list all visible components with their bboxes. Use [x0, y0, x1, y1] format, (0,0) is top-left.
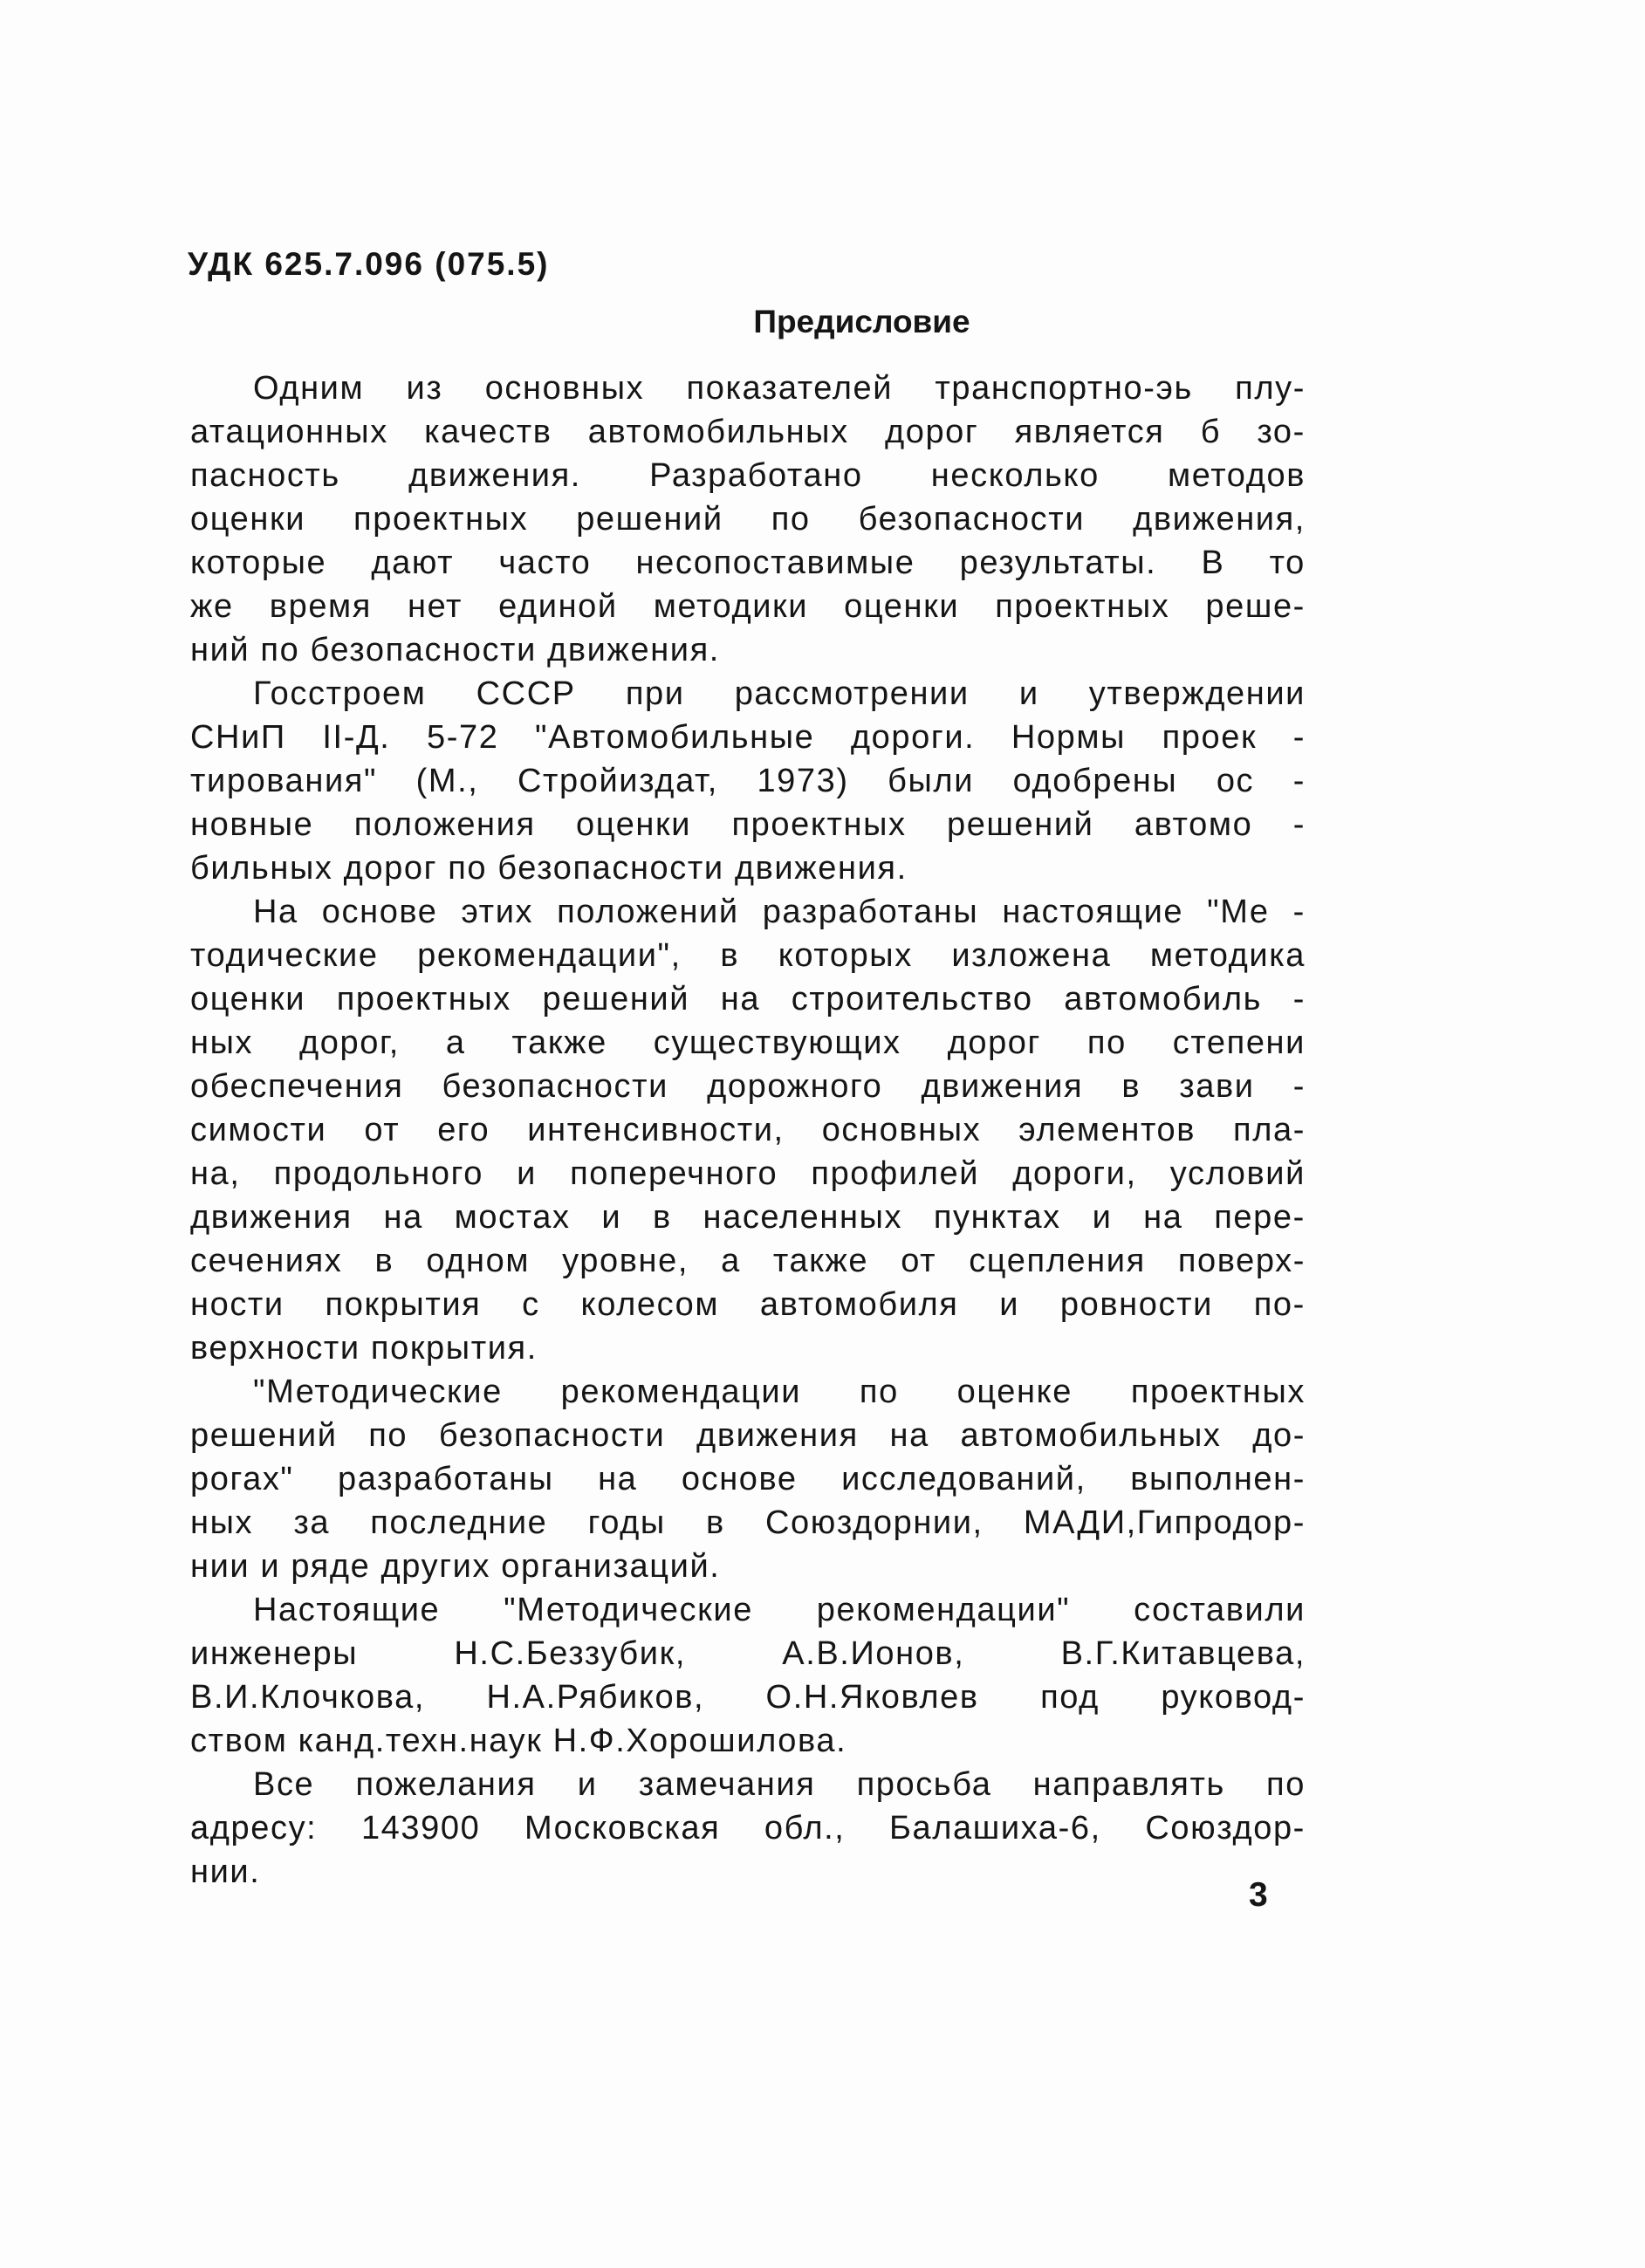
word: МАДИ,Гипродор- [1023, 1504, 1306, 1541]
paragraph-1 [190, 367, 1306, 672]
text-line [190, 977, 1306, 1021]
word: сцепления [969, 1243, 1146, 1279]
word: утверждении [1088, 675, 1306, 712]
word: СНиП [190, 719, 286, 756]
word: - [1292, 1068, 1306, 1105]
word: - [1292, 894, 1306, 930]
text-line [190, 1021, 1306, 1065]
text-line [190, 803, 1306, 846]
word: пунктах [933, 1199, 1061, 1236]
word: дорог [947, 1024, 1041, 1061]
word: тодические [190, 937, 379, 974]
word: проектных [353, 501, 529, 538]
word: А.В.Ионов, [782, 1635, 965, 1672]
word: поверх- [1177, 1243, 1306, 1279]
text-line [190, 410, 1306, 454]
text-line: нии и ряде других организаций. [190, 1548, 721, 1585]
word: Одним [253, 370, 365, 407]
word: покрытия [325, 1286, 482, 1323]
text-line [190, 541, 1306, 585]
word: разработаны [338, 1461, 554, 1497]
word: зо- [1257, 414, 1306, 450]
word: исследований, [841, 1461, 1086, 1497]
word: О.Н.Яковлев [765, 1679, 979, 1716]
word: и [601, 1199, 622, 1236]
text-line [190, 1370, 1306, 1414]
text-line [190, 367, 1306, 410]
word: проектных [731, 806, 907, 843]
word: тирования" [190, 763, 378, 799]
word: движения [696, 1417, 859, 1454]
word: инженеры [190, 1635, 359, 1672]
word: ности [190, 1286, 284, 1323]
paragraph-2 [190, 672, 1306, 890]
word: от [901, 1243, 937, 1279]
text-line: ством канд.техн.наук Н.Ф.Хорошилова. [190, 1723, 847, 1759]
word: ос [1216, 763, 1255, 799]
text-line [190, 890, 1306, 934]
page-number: 3 [1249, 1876, 1268, 1914]
word: разработаны [762, 894, 979, 930]
word: настоящие [1002, 894, 1184, 930]
word: которые [190, 545, 327, 581]
word: Московская [524, 1810, 721, 1847]
word: 143900 [360, 1810, 481, 1847]
word: на [720, 981, 761, 1018]
word: были [888, 763, 975, 799]
word: одном [426, 1243, 531, 1279]
word: условий [1169, 1155, 1306, 1192]
word: Разработано [649, 457, 863, 494]
word: - [1292, 719, 1306, 756]
word: несколько [930, 457, 1100, 494]
word: Нормы [1011, 719, 1127, 756]
word: по [368, 1417, 408, 1454]
word: дорожного [707, 1068, 883, 1105]
word: новные [190, 806, 314, 843]
word: до- [1252, 1417, 1306, 1454]
word: элементов [1018, 1112, 1196, 1148]
page-heading: Предисловие [753, 304, 970, 339]
word: автомобиль [1064, 981, 1263, 1018]
text-line [190, 672, 1306, 716]
word: сечениях [190, 1243, 343, 1279]
word: и [577, 1766, 598, 1803]
word: 5-72 [426, 719, 499, 756]
word: безопасности [858, 501, 1086, 538]
word: В.Г.Китавцева, [1060, 1635, 1306, 1672]
word: по [1086, 1024, 1127, 1061]
word: показателей [686, 370, 894, 407]
word: проек [1162, 719, 1258, 756]
udk-code: УДК 625.7.096 (075.5) [188, 246, 550, 282]
word: положения [353, 806, 536, 843]
word: качеств [424, 414, 552, 450]
text-line [190, 1457, 1306, 1501]
word: и [1018, 675, 1039, 712]
word: дороги. [850, 719, 976, 756]
paragraph-3 [190, 890, 1306, 1370]
text-line [190, 1283, 1306, 1326]
text-line [190, 1501, 1306, 1545]
word: реше- [1205, 588, 1306, 625]
word: автомобильных [960, 1417, 1222, 1454]
word: решений [946, 806, 1094, 843]
word: зави [1179, 1068, 1255, 1105]
word: продольного [273, 1155, 483, 1192]
word: методов [1168, 457, 1306, 494]
preface-body [190, 367, 1306, 1894]
word: колесом [580, 1286, 720, 1323]
word: под [1040, 1679, 1100, 1716]
text-line [190, 497, 1306, 541]
word: единой [498, 588, 618, 625]
word: основных [484, 370, 645, 407]
word: рекомендации", [417, 937, 682, 974]
word: проектных [995, 588, 1170, 625]
word: Госстроем [253, 675, 427, 712]
word: на [1143, 1199, 1183, 1236]
word: проектных [1130, 1374, 1306, 1410]
word: "Автомобильные [535, 719, 815, 756]
word: то [1269, 545, 1306, 581]
word: а [721, 1243, 741, 1279]
word: просьба [856, 1766, 992, 1803]
word: замечания [638, 1766, 816, 1803]
text-line [190, 1108, 1306, 1152]
word: изложена [951, 937, 1112, 974]
word: дороги, [1012, 1155, 1137, 1192]
paragraph-5 [190, 1588, 1306, 1763]
word: нет [408, 588, 463, 625]
word: строительство [791, 981, 1033, 1018]
word: На [253, 894, 298, 930]
text-line [190, 716, 1306, 759]
word: по [1266, 1766, 1306, 1803]
word: б [1200, 414, 1222, 450]
word: время [269, 588, 372, 625]
word: основе [681, 1461, 798, 1497]
word: является [1014, 414, 1165, 450]
word: и [517, 1155, 537, 1192]
word: движения. [408, 457, 581, 494]
word: автомобильных [587, 414, 849, 450]
word: движения [190, 1199, 353, 1236]
word: же [190, 588, 234, 625]
word: - [1292, 981, 1306, 1018]
text-line [190, 1675, 1306, 1719]
word: от [364, 1112, 401, 1148]
word: из [406, 370, 443, 407]
word: и [999, 1286, 1020, 1323]
text-line [190, 1588, 1306, 1632]
word: 1973) [757, 763, 849, 799]
text-line [190, 934, 1306, 977]
word: пере- [1214, 1199, 1306, 1236]
word: безопасности [438, 1417, 666, 1454]
text-line [190, 759, 1306, 803]
word: составили [1134, 1592, 1306, 1628]
word: Настоящие [253, 1592, 441, 1628]
word: автомо [1134, 806, 1253, 843]
word: с [522, 1286, 540, 1323]
text-line: нии. [190, 1853, 261, 1890]
word: Все [253, 1766, 315, 1803]
text-line: ний по безопасности движения. [190, 632, 720, 668]
word: В [1201, 545, 1225, 581]
word: степени [1172, 1024, 1306, 1061]
word: годы [587, 1504, 666, 1541]
word: "Методические [504, 1592, 753, 1628]
word: поперечного [570, 1155, 778, 1192]
word: адресу: [190, 1810, 318, 1847]
word: - [1292, 763, 1306, 799]
word: "Методические [253, 1374, 503, 1410]
text-line [190, 1414, 1306, 1457]
text-line [190, 1152, 1306, 1196]
word: пасность [190, 457, 340, 494]
word: также [772, 1243, 869, 1279]
word: обеспечения [190, 1068, 404, 1105]
word: Союздорнии, [765, 1504, 984, 1541]
word: уровне, [562, 1243, 689, 1279]
word: Стройиздат, [517, 763, 718, 799]
word: в [720, 937, 740, 974]
text-line [190, 1196, 1306, 1239]
word: на [598, 1461, 638, 1497]
word: автомобиля [759, 1286, 959, 1323]
word: Союздор- [1145, 1810, 1306, 1847]
word: дают [371, 545, 455, 581]
word: методика [1149, 937, 1306, 974]
word: "Ме [1207, 894, 1270, 930]
word: последние [370, 1504, 548, 1541]
word: основе [321, 894, 438, 930]
word: основных [821, 1112, 982, 1148]
word: дорог [884, 414, 979, 450]
word: в [652, 1199, 672, 1236]
word: движения, [1133, 501, 1306, 538]
word: методики [653, 588, 809, 625]
word: мостах [454, 1199, 571, 1236]
word: ных [190, 1504, 254, 1541]
text-line [190, 454, 1306, 497]
word: в [1121, 1068, 1141, 1105]
word: симости [190, 1112, 327, 1148]
word: рекомендации [560, 1374, 802, 1410]
text-line: верхности покрытия. [190, 1330, 538, 1367]
text-line [190, 1239, 1306, 1283]
word: оценки [190, 981, 306, 1018]
word: его [437, 1112, 490, 1148]
word: интенсивности, [527, 1112, 785, 1148]
word: В.И.Клочкова, [190, 1679, 426, 1716]
word: этих [461, 894, 534, 930]
word: рекомендации" [816, 1592, 1071, 1628]
word: в [706, 1504, 725, 1541]
word: решений [576, 501, 723, 538]
word: оценки [844, 588, 960, 625]
word: рассмотрении [734, 675, 970, 712]
word: Балашиха-6, [889, 1810, 1101, 1847]
word: обл., [764, 1810, 846, 1847]
word: на [383, 1199, 423, 1236]
word: дорог, [299, 1024, 400, 1061]
word: по- [1253, 1286, 1306, 1323]
word: также [511, 1024, 607, 1061]
word: на [889, 1417, 929, 1454]
word: движения [921, 1068, 1084, 1105]
word: пла- [1233, 1112, 1306, 1148]
word: Н.А.Рябиков, [486, 1679, 705, 1716]
word: по [859, 1374, 899, 1410]
word: направлять [1032, 1766, 1225, 1803]
word: проектных [336, 981, 511, 1018]
text-line: бильных дорог по безопасности движения. [190, 850, 908, 887]
text-line [190, 585, 1306, 628]
word: в [374, 1243, 394, 1279]
word: оценки [576, 806, 692, 843]
text-line [190, 1632, 1306, 1675]
word: атационных [190, 414, 388, 450]
paragraph-4 [190, 1370, 1306, 1588]
text-line [190, 1806, 1306, 1850]
word: профилей [811, 1155, 980, 1192]
word: одобрены [1012, 763, 1178, 799]
word: решений [190, 1417, 338, 1454]
word: по [771, 501, 811, 538]
word: на, [190, 1155, 241, 1192]
word: рогах" [190, 1461, 294, 1497]
word: решений [542, 981, 690, 1018]
word: руковод- [1161, 1679, 1306, 1716]
word: II-Д. [322, 719, 391, 756]
word: положений [557, 894, 739, 930]
word: пожелания [355, 1766, 537, 1803]
word: выполнен- [1130, 1461, 1306, 1497]
word: за [293, 1504, 331, 1541]
text-line [190, 1763, 1306, 1806]
word: часто [498, 545, 592, 581]
word: существующих [653, 1024, 901, 1061]
word: ных [190, 1024, 254, 1061]
word: которых [778, 937, 913, 974]
word: результаты. [959, 545, 1157, 581]
word: (М., [415, 763, 479, 799]
word: транспортно-эь [935, 370, 1193, 407]
word: плу- [1235, 370, 1306, 407]
word: Н.С.Беззубик, [454, 1635, 687, 1672]
word: безопасности [442, 1068, 668, 1105]
word: несопоставимые [635, 545, 915, 581]
word: оценке [956, 1374, 1073, 1410]
word: оценки [190, 501, 306, 538]
word: населенных [703, 1199, 903, 1236]
paragraph-6 [190, 1763, 1306, 1894]
word: ровности [1059, 1286, 1213, 1323]
word: при [625, 675, 685, 712]
text-line [190, 1065, 1306, 1108]
word: и [1092, 1199, 1113, 1236]
word: а [445, 1024, 466, 1061]
word: СССР [476, 675, 576, 712]
word: - [1292, 806, 1306, 843]
